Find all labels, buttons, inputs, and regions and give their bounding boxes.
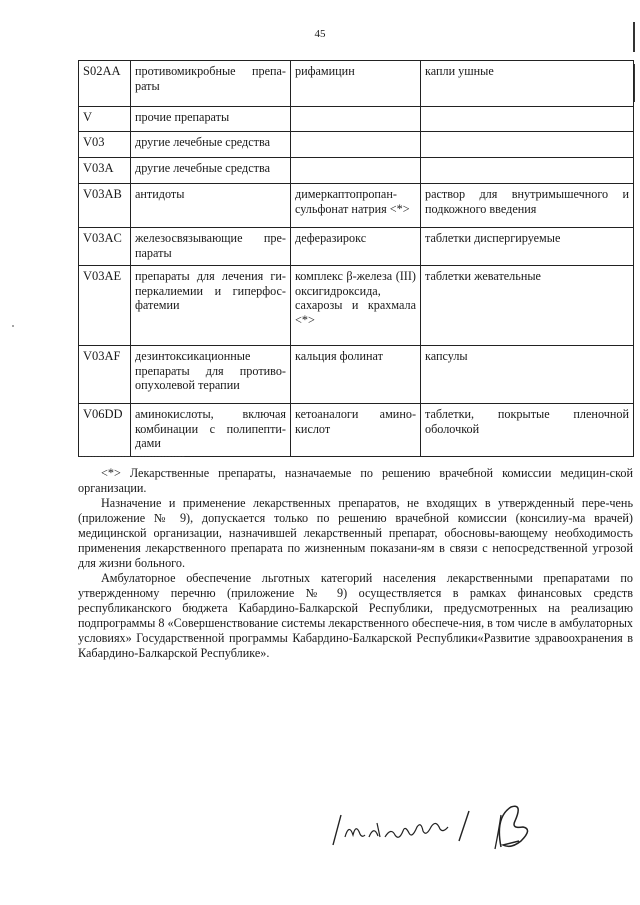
atc-code-cell: V03AE (79, 266, 131, 346)
substance-cell (291, 158, 421, 184)
scan-edge-mark (633, 22, 635, 52)
signature (325, 797, 565, 857)
form-cell: таблетки жевательные (421, 266, 634, 346)
atc-code-cell: V03AB (79, 184, 131, 228)
footnote-text: <*> Лекарственные препараты, назначаемые по решению врачебной комиссии медицин-ской организации. (78, 466, 633, 495)
substance-cell: кетоаналоги амино-кислот (291, 404, 421, 457)
atc-code-cell: V03 (79, 132, 131, 158)
group-cell: антидоты (131, 184, 291, 228)
group-cell: препараты для лечения ги-перкалиемии и гиперфос-фатемии (131, 266, 291, 346)
group-cell: противомикробные препа-раты (131, 61, 291, 107)
paragraph: Амбулаторное обеспечение льготных категорий населения лекарственными препаратами по утвержденному перечню (приложение № 9) осуществляется в рамках финансовых средств республиканского бюджета Кабардино-Балкарской Республики, предусмотренных на реализацию подпрограммы 8 «Совершенствование системы лекарственного обеспече-ния, в том числе в амбулаторных условиях» Государственной программы Кабардино-Балкарской Республики«Развитие здравоохранения в Кабардино-Балкарской Республике». (78, 571, 633, 660)
table-row (79, 61, 634, 107)
atc-code-cell: V03AC (79, 228, 131, 266)
form-cell: таблетки, покрытые пленочной оболочкой (421, 404, 634, 457)
substance-cell (291, 132, 421, 158)
group-cell: прочие препараты (131, 107, 291, 132)
atc-code-cell: S02AA (79, 61, 131, 107)
table-row (79, 404, 634, 457)
substance-cell (291, 107, 421, 132)
form-cell (421, 158, 634, 184)
table-row (79, 228, 634, 266)
substance-cell: рифамицин (291, 61, 421, 107)
page-number: 45 (314, 28, 326, 40)
substance-cell: димеркаптопропан-сульфонат натрия <*> (291, 184, 421, 228)
footnote-block (78, 466, 633, 661)
form-cell: капли ушные (421, 61, 634, 107)
substance-cell: комплекс β-железа (III) оксигидроксида, сахарозы и крахмала <*> (291, 266, 421, 346)
table-row (79, 132, 634, 158)
footnote-separator: -------------------------------- (78, 451, 185, 462)
substance-cell: кальция фолинат (291, 346, 421, 404)
paragraph: Назначение и применение лекарственных препаратов, не входящих в утвержденный пере-чень (приложение № 9), допускается только по решению врачебной комиссии (консилиу-ма врачей) медицинской организации, назначившей лекарственный препарат, обосновы-вающему необходимость применения лекарственного препарата по жизненным показани-ям в связи с непосредственной угрозой для жизни больного. (78, 496, 633, 570)
table-row (79, 158, 634, 184)
group-cell: дезинтоксикационные препараты для противо-опухолевой терапии (131, 346, 291, 404)
form-cell: таблетки диспергируемые (421, 228, 634, 266)
group-cell: другие лечебные средства (131, 158, 291, 184)
table-row (79, 266, 634, 346)
scan-speck (12, 325, 14, 327)
atc-code-cell: V06DD (79, 404, 131, 457)
form-cell: капсулы (421, 346, 634, 404)
group-cell: другие лечебные средства (131, 132, 291, 158)
form-cell: раствор для внутримышечного и подкожного введения (421, 184, 634, 228)
drug-table (78, 60, 634, 457)
table-row (79, 184, 634, 228)
atc-code-cell: V (79, 107, 131, 132)
group-cell: железосвязывающие пре-параты (131, 228, 291, 266)
substance-cell: деферазирокс (291, 228, 421, 266)
atc-code-cell: V03A (79, 158, 131, 184)
table-row (79, 107, 634, 132)
atc-code-cell: V03AF (79, 346, 131, 404)
form-cell (421, 107, 634, 132)
table-row (79, 346, 634, 404)
form-cell (421, 132, 634, 158)
group-cell: аминокислоты, включая комбинации с полипепти-дами (131, 404, 291, 457)
